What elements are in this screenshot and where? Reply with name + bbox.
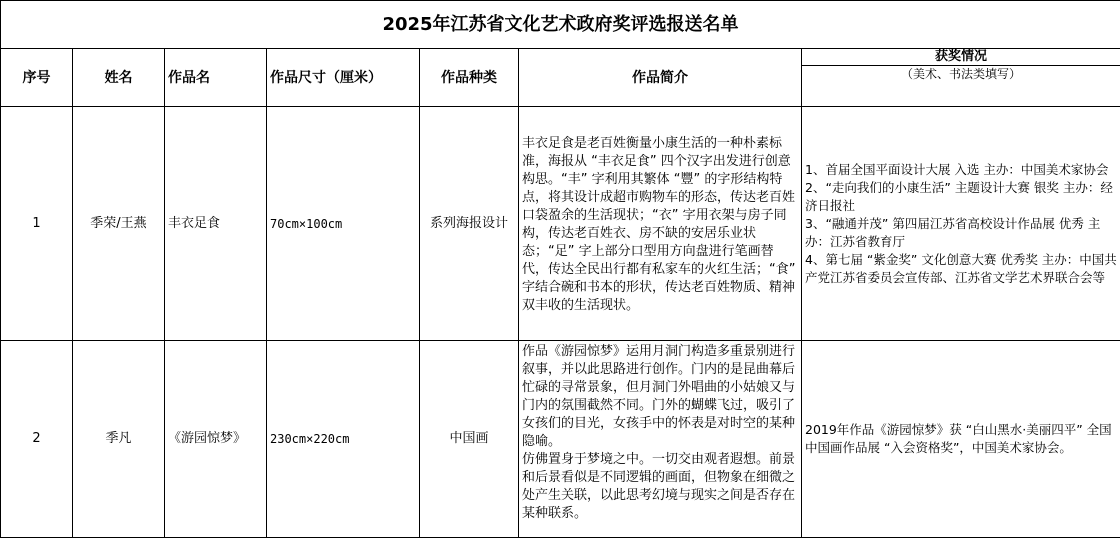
header-intro: 作品简介 [519,49,802,107]
award-item: 2019年作品《游园惊梦》获 “白山黑水·美丽四平” 全国中国画作品展 “入会资格奖”，中国美术家协会。 [805,422,1112,455]
header-size: 作品尺寸（厘米） [267,49,420,107]
table-title: 2025年江苏省文化艺术政府奖评选报送名单 [1,1,1120,49]
award-item: 4、第七届 “紫金奖” 文化创意大赛 优秀奖 主办：中国共产党江苏省委员会宣传部、江苏省文学艺术界联合会等 [805,251,1117,285]
header-awards-cell [802,49,1120,107]
header-category: 作品种类 [420,49,519,107]
header-name: 姓名 [73,49,165,107]
row-awards-cell [802,107,1120,341]
row-intro: 丰衣足食是老百姓衡量小康生活的一种朴素标准，海报从 “丰衣足食” 四个汉字出发进行创意构思。“丰” 字利用其繁体 “豐” 的字形结构特点，将其设计成超市购物车的形态，传达老百姓口袋盈余的生活现状；“衣” 字用衣架与房子同构，传达老百姓衣、房不缺的安居乐业状态；“足” 字上部分口型用方向盘进行笔画替代，传达全民出行都有私家车的火红生活；“食” 字结合碗和书本的形状，传达老百姓物质、精神双丰收的生活现状。 [522,135,796,313]
header-work: 作品名 [165,49,267,107]
row-intro: 作品《游园惊梦》运用月洞门构造多重景别进行叙事，并以此思路进行创作。门内的是昆曲幕后忙碌的寻常景象，但月洞门外唱曲的小姑娘又与门内的氛围截然不同。门外的蝴蝶飞过，吸引了女孩们的目光，女孩手中的怀表是对时空的某种隐喻。 [522,344,796,449]
table-row [1,107,1120,341]
row-intro-continued: 仿佛置身于梦境之中。一切交由观者遐想。前景和后景看似是不同逻辑的画面，但物象在细微之处产生关联，以此思考幻境与现实之间是否存在某种联系。 [522,452,796,521]
award-item: 2、“走向我们的小康生活” 主题设计大赛 银奖 主办：经济日报社 [805,179,1113,213]
row-intro-cell [519,107,802,341]
row-intro-cell [519,341,802,538]
row-work: 《游园惊梦》 [165,341,267,538]
header-awards-note: （美术、书法类填写） [900,67,1021,81]
row-awards-cell [802,341,1120,538]
row-index: 1 [1,107,73,341]
row-size: 70cm×100cm [267,107,420,341]
row-name: 季荣/王燕 [73,107,165,341]
header-awards: 获奖情况 [802,49,1120,66]
header-index: 序号 [1,49,73,107]
row-work: 丰衣足食 [165,107,267,341]
row-category: 中国画 [420,341,519,538]
row-category: 系列海报设计 [420,107,519,341]
award-item: 3、“融通并茂” 第四届江苏省高校设计作品展 优秀 主办：江苏省教育厅 [805,215,1101,249]
row-index: 2 [1,341,73,538]
row-size: 230cm×220cm [267,341,420,538]
row-name: 季凡 [73,341,165,538]
table-row [1,341,1120,538]
award-item: 1、首届全国平面设计大展 入选 主办：中国美术家协会 [805,161,1109,177]
